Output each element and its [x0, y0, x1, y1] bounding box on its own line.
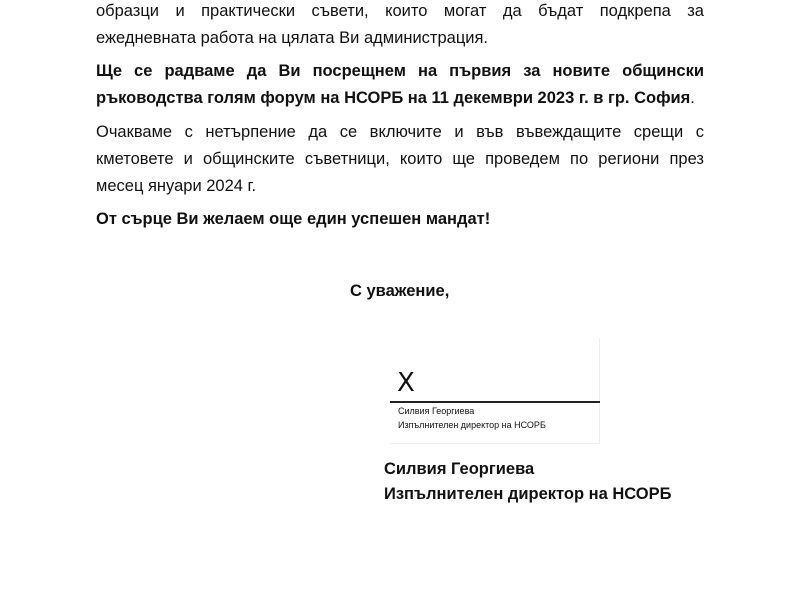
- signature-name: Силвия Георгиева: [398, 406, 475, 416]
- signer-name: Силвия Георгиева: [384, 460, 535, 478]
- paragraph-line: Очакваме с нетърпение да се включите и във въвеждащите срещи с: [96, 123, 704, 141]
- paragraph-line: Ще се радваме да Ви посрещнем на първия за новите общински: [96, 62, 704, 80]
- paragraph-line: ръководства голям форум на НСОРБ на 11 декември 2023 г. в гр. София: [96, 89, 691, 107]
- paragraph-line: кметовете и общинските съветници, които ще проведем по региони през: [96, 150, 704, 168]
- paragraph-line: ежедневната работа на цялата Ви администрация.: [96, 29, 489, 47]
- signer-title: Изпълнителен директор на НСОРБ: [384, 485, 672, 503]
- paragraph-regional-meetings: [96, 119, 704, 200]
- closing-salutation: С уважение,: [350, 282, 450, 300]
- paragraph-practical-advice: [96, 0, 704, 52]
- paragraph-line: От сърце Ви желаем още един успешен мандат!: [96, 210, 491, 228]
- paragraph-forum-invitation: [96, 58, 704, 112]
- signer-block: [384, 457, 671, 507]
- paragraph-trailing-period: .: [690, 89, 695, 107]
- paragraph-wishes: [96, 206, 704, 233]
- signature-mark: X: [397, 368, 415, 398]
- paragraph-line: образци и практически съвети, които могат да бъдат подкрепа за: [96, 2, 704, 20]
- signature-title: Изпълнителен директор на НСОРБ: [398, 420, 546, 430]
- paragraph-line: месец януари 2024 г.: [96, 177, 257, 195]
- digital-signature-box[interactable]: [390, 338, 600, 444]
- signature-line: [390, 401, 600, 403]
- paragraph-line-wrap: [96, 85, 704, 112]
